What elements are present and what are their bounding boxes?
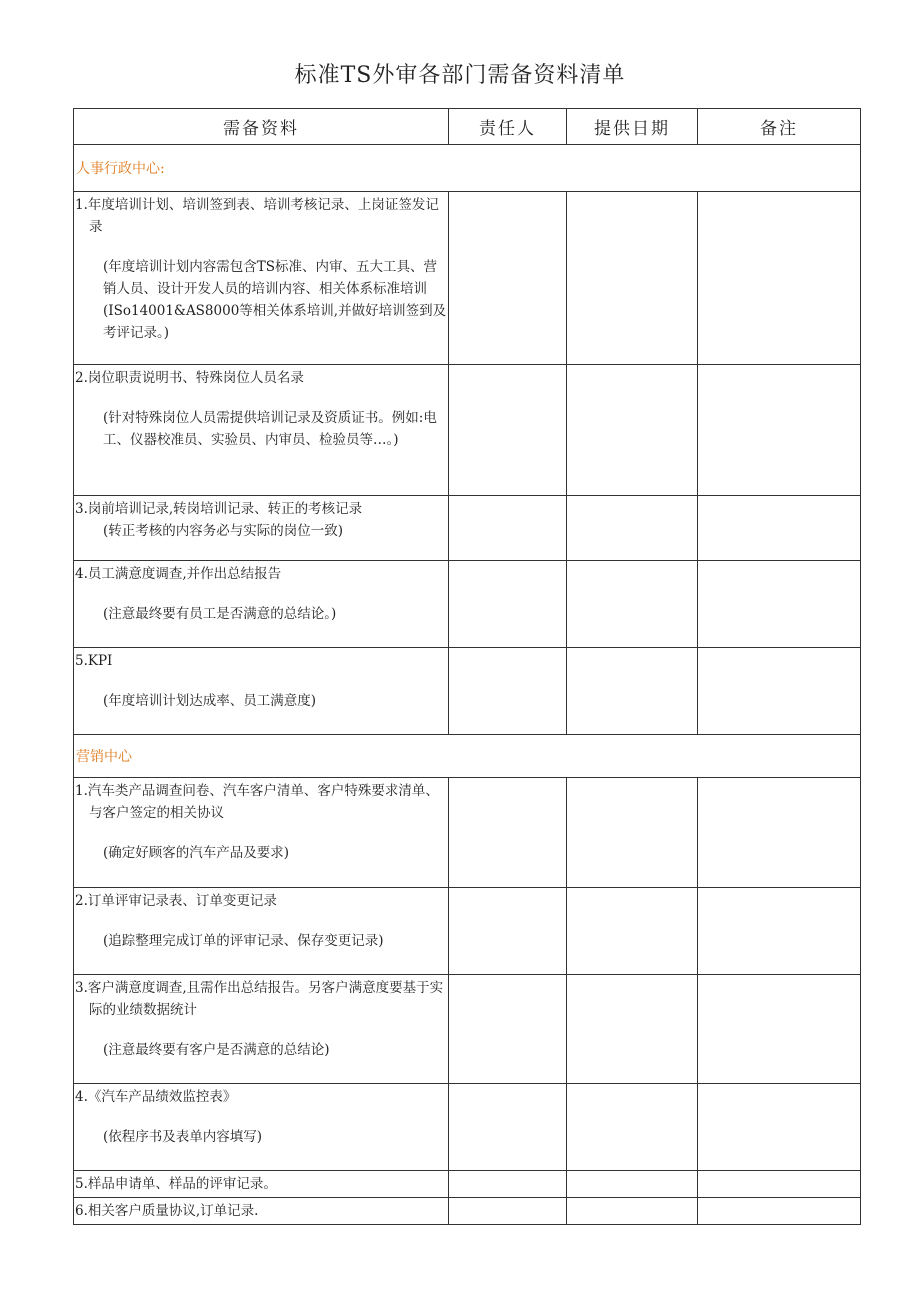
responsible-cell[interactable] — [449, 496, 567, 561]
date-cell[interactable] — [567, 975, 698, 1084]
remarks-cell[interactable] — [698, 975, 861, 1084]
header-remarks: 备注 — [698, 109, 861, 145]
material-note: (追踪整理完成订单的评审记录、保存变更记录) — [103, 933, 384, 949]
table-row — [74, 1171, 861, 1198]
date-cell[interactable] — [567, 888, 698, 975]
page-title: 标准TS外审各部门需备资料清单 — [294, 63, 626, 88]
material-cell — [74, 778, 449, 888]
date-cell[interactable] — [567, 365, 698, 496]
material-cell — [74, 561, 449, 648]
material-main: 4.《汽车产品绩效监控表》 — [75, 1089, 237, 1105]
responsible-cell[interactable] — [449, 1198, 567, 1225]
responsible-cell[interactable] — [449, 778, 567, 888]
material-cell — [74, 975, 449, 1084]
material-main: 1.年度培训计划、培训签到表、培训考核记录、上岗证签发记录 — [75, 197, 439, 235]
material-note: (注意最终要有员工是否满意的总结论。) — [103, 606, 337, 622]
material-cell — [74, 1084, 449, 1171]
table-row — [74, 648, 861, 735]
responsible-cell[interactable] — [449, 1171, 567, 1198]
material-note: (依程序书及表单内容填写) — [103, 1129, 263, 1145]
section-title: 营销中心 — [74, 735, 861, 778]
table-row — [74, 365, 861, 496]
remarks-cell[interactable] — [698, 1084, 861, 1171]
responsible-cell[interactable] — [449, 1084, 567, 1171]
section-row-sales — [74, 735, 861, 778]
material-cell — [74, 192, 449, 365]
date-cell[interactable] — [567, 778, 698, 888]
remarks-cell[interactable] — [698, 561, 861, 648]
material-main: 5.KPI — [75, 653, 113, 669]
material-note: (确定好顾客的汽车产品及要求) — [103, 845, 290, 861]
remarks-cell[interactable] — [698, 365, 861, 496]
materials-table — [73, 108, 861, 1225]
material-note: (年度培训计划达成率、员工满意度) — [103, 693, 317, 709]
material-cell — [74, 888, 449, 975]
date-cell[interactable] — [567, 648, 698, 735]
date-cell[interactable] — [567, 496, 698, 561]
table-row — [74, 888, 861, 975]
material-main: 3.客户满意度调查,且需作出总结报告。另客户满意度要基于实际的业绩数据统计 — [75, 980, 444, 1018]
material-main: 6.相关客户质量协议,订单记录. — [75, 1203, 259, 1219]
remarks-cell[interactable] — [698, 888, 861, 975]
header-date: 提供日期 — [567, 109, 698, 145]
date-cell[interactable] — [567, 192, 698, 365]
material-main: 4.员工满意度调查,并作出总结报告 — [75, 566, 282, 582]
date-cell[interactable] — [567, 1171, 698, 1198]
date-cell[interactable] — [567, 1198, 698, 1225]
responsible-cell[interactable] — [449, 648, 567, 735]
material-note: (注意最终要有客户是否满意的总结论) — [103, 1042, 330, 1058]
remarks-cell[interactable] — [698, 648, 861, 735]
responsible-cell[interactable] — [449, 365, 567, 496]
table-header-row — [74, 109, 861, 145]
responsible-cell[interactable] — [449, 561, 567, 648]
responsible-cell[interactable] — [449, 888, 567, 975]
material-main: 5.样品申请单、样品的评审记录。 — [75, 1176, 277, 1192]
remarks-cell[interactable] — [698, 1198, 861, 1225]
responsible-cell[interactable] — [449, 975, 567, 1084]
material-cell — [74, 365, 449, 496]
remarks-cell[interactable] — [698, 496, 861, 561]
material-cell — [74, 496, 449, 561]
responsible-cell[interactable] — [449, 192, 567, 365]
table-row — [74, 975, 861, 1084]
table-row — [74, 561, 861, 648]
material-note: (转正考核的内容务必与实际的岗位一致) — [103, 523, 344, 539]
date-cell[interactable] — [567, 561, 698, 648]
remarks-cell[interactable] — [698, 778, 861, 888]
material-main: 3.岗前培训记录,转岗培训记录、转正的考核记录 — [75, 501, 363, 517]
table-row — [74, 1084, 861, 1171]
material-main: 2.订单评审记录表、订单变更记录 — [75, 893, 277, 909]
material-cell — [74, 1171, 449, 1198]
table-row — [74, 778, 861, 888]
table-row — [74, 192, 861, 365]
material-note: (年度培训计划内容需包含TS标准、内审、五大工具、营销人员、设计开发人员的培训内容、相关体系标准培训(ISo14001&AS8000等相关体系培训,并做好培训签到及考评记录。) — [103, 259, 447, 341]
remarks-cell[interactable] — [698, 1171, 861, 1198]
material-note: (针对特殊岗位人员需提供培训记录及资质证书。例如:电工、仪器校准员、实验员、内审员、检验员等…。) — [103, 410, 437, 448]
material-cell — [74, 648, 449, 735]
date-cell[interactable] — [567, 1084, 698, 1171]
material-cell — [74, 1198, 449, 1225]
header-materials: 需备资料 — [74, 109, 449, 145]
table-row — [74, 1198, 861, 1225]
header-responsible: 责任人 — [449, 109, 567, 145]
table-row — [74, 496, 861, 561]
section-row-hr — [74, 145, 861, 192]
material-main: 1.汽车类产品调查问卷、汽车客户清单、客户特殊要求清单、与客户签定的相关协议 — [75, 783, 439, 821]
material-main: 2.岗位职责说明书、特殊岗位人员名录 — [75, 370, 304, 386]
section-title: 人事行政中心: — [74, 145, 861, 192]
remarks-cell[interactable] — [698, 192, 861, 365]
